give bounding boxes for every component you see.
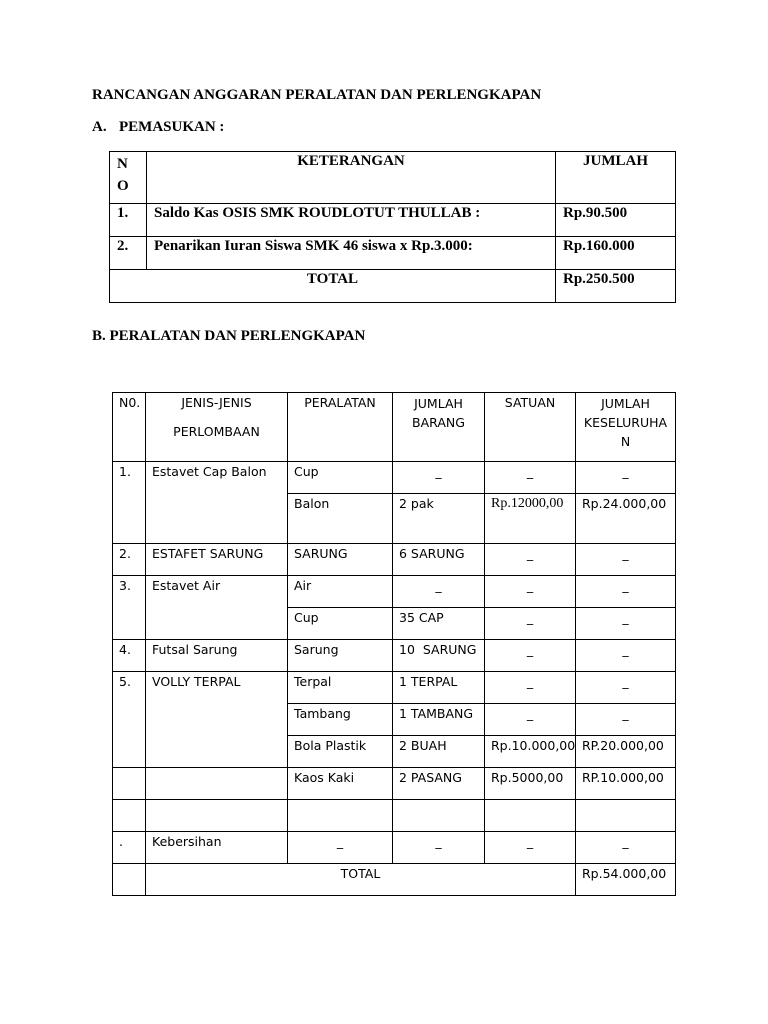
- header-jenis-line2: PERLOMBAAN: [173, 424, 260, 439]
- income-total-label: TOTAL: [110, 270, 556, 303]
- income-keterangan: Saldo Kas OSIS SMK ROUDLOTUT THULLAB :: [147, 204, 556, 237]
- row-satuan: _: [485, 608, 576, 640]
- income-header-no: N O: [110, 152, 147, 204]
- header-total-line2: KESELURUHA: [583, 415, 668, 430]
- header-no: N0.: [113, 393, 146, 462]
- equipment-total-row: [113, 864, 676, 896]
- row-total: Rp.24.000,00: [576, 494, 676, 544]
- row-total: _: [576, 576, 676, 608]
- income-header-jumlah: JUMLAH: [556, 152, 676, 204]
- row-no: .: [113, 832, 146, 864]
- row-satuan: _: [485, 462, 576, 494]
- row-no: 1.: [113, 462, 146, 544]
- row-no: [113, 800, 146, 832]
- row-jenis: Futsal Sarung: [146, 640, 288, 672]
- header-total-line1: JUMLAH: [601, 396, 650, 411]
- row-total: [576, 800, 676, 832]
- row-jumlah: 2 PASANG: [393, 768, 485, 800]
- row-peralatan: Cup: [288, 608, 393, 640]
- income-row: [110, 237, 676, 270]
- row-satuan: _: [485, 832, 576, 864]
- row-jumlah: 1 TAMBANG: [393, 704, 485, 736]
- row-satuan: _: [485, 576, 576, 608]
- row-peralatan: Terpal: [288, 672, 393, 704]
- row-jenis: [146, 768, 288, 800]
- income-no: 1.: [110, 204, 147, 237]
- header-total-line3: N: [620, 434, 631, 449]
- row-no: [113, 768, 146, 800]
- row-peralatan: Bola Plastik: [288, 736, 393, 768]
- table-row: [113, 672, 676, 704]
- income-no: 2.: [110, 237, 147, 270]
- row-peralatan: SARUNG: [288, 544, 393, 576]
- row-jenis: Estavet Air: [146, 576, 288, 640]
- income-jumlah: Rp.160.000: [556, 237, 676, 270]
- row-satuan: _: [485, 640, 576, 672]
- header-jenis-line1: JENIS-JENIS: [181, 395, 252, 410]
- equipment-total-label: TOTAL: [146, 864, 576, 896]
- header-satuan: SATUAN: [485, 393, 576, 462]
- row-total: _: [576, 608, 676, 640]
- income-row: [110, 204, 676, 237]
- row-peralatan: [288, 800, 393, 832]
- row-jumlah: 1 TERPAL: [393, 672, 485, 704]
- income-table-header: [110, 152, 676, 204]
- row-jumlah: 2 pak: [393, 494, 485, 544]
- table-row-empty: [113, 800, 676, 832]
- table-row: [113, 768, 676, 800]
- row-jumlah: [393, 800, 485, 832]
- row-satuan: _: [485, 704, 576, 736]
- row-satuan: Rp.12000,00: [485, 494, 576, 544]
- income-table: [109, 151, 676, 303]
- income-total-row: [110, 270, 676, 303]
- row-satuan: _: [485, 544, 576, 576]
- table-row: [113, 544, 676, 576]
- row-no: 3.: [113, 576, 146, 640]
- section-a-heading: [92, 119, 224, 136]
- table-row: [113, 576, 676, 608]
- table-row: [113, 462, 676, 494]
- row-jenis: VOLLY TERPAL: [146, 672, 288, 768]
- row-peralatan: Sarung: [288, 640, 393, 672]
- row-total: _: [576, 640, 676, 672]
- row-jenis: [146, 800, 288, 832]
- income-header-keterangan: KETERANGAN: [147, 152, 556, 204]
- row-jumlah: 6 SARUNG: [393, 544, 485, 576]
- row-jumlah: _: [393, 832, 485, 864]
- row-peralatan: Air: [288, 576, 393, 608]
- row-total: _: [576, 672, 676, 704]
- row-satuan: _: [485, 672, 576, 704]
- header-jumlah-barang-line1: JUMLAH: [414, 396, 463, 411]
- row-total: _: [576, 544, 676, 576]
- header-jumlah-barang: [393, 393, 485, 462]
- row-no: 2.: [113, 544, 146, 576]
- total-empty-cell: [113, 864, 146, 896]
- row-satuan: [485, 800, 576, 832]
- row-satuan: Rp.5000,00: [485, 768, 576, 800]
- row-jenis: Kebersihan: [146, 832, 288, 864]
- row-peralatan: Tambang: [288, 704, 393, 736]
- section-a-letter: A.: [92, 119, 107, 135]
- section-b-heading: B. PERALATAN DAN PERLENGKAPAN: [92, 328, 366, 344]
- row-satuan: Rp.10.000,00: [485, 736, 576, 768]
- row-jumlah: _: [393, 576, 485, 608]
- row-jenis: ESTAFET SARUNG: [146, 544, 288, 576]
- row-no: 4.: [113, 640, 146, 672]
- row-total: _: [576, 704, 676, 736]
- row-peralatan: Cup: [288, 462, 393, 494]
- income-jumlah: Rp.90.500: [556, 204, 676, 237]
- row-jumlah: 10 SARUNG: [393, 640, 485, 672]
- header-jumlah-barang-line2: BARANG: [412, 415, 465, 430]
- row-jumlah: 35 CAP: [393, 608, 485, 640]
- equipment-table-header: [113, 393, 676, 462]
- row-total: RP.20.000,00: [576, 736, 676, 768]
- income-total-value: Rp.250.500: [556, 270, 676, 303]
- income-keterangan: Penarikan Iuran Siswa SMK 46 siswa x Rp.3.000:: [147, 237, 556, 270]
- document-title: RANCANGAN ANGGARAN PERALATAN DAN PERLENGKAPAN: [92, 87, 542, 103]
- equipment-table: [112, 392, 676, 896]
- row-total: RP.10.000,00: [576, 768, 676, 800]
- row-total: _: [576, 832, 676, 864]
- header-jumlah-keseluruhan: [576, 393, 676, 462]
- row-total: _: [576, 462, 676, 494]
- table-row: [113, 832, 676, 864]
- row-jumlah: _: [393, 462, 485, 494]
- header-peralatan: PERALATAN: [288, 393, 393, 462]
- row-peralatan: Kaos Kaki: [288, 768, 393, 800]
- row-peralatan: Balon: [288, 494, 393, 544]
- row-peralatan: _: [288, 832, 393, 864]
- section-a-title: PEMASUKAN :: [119, 119, 225, 135]
- equipment-total-value: Rp.54.000,00: [576, 864, 676, 896]
- row-jenis: Estavet Cap Balon: [146, 462, 288, 544]
- row-no: 5.: [113, 672, 146, 768]
- table-row: [113, 640, 676, 672]
- header-jenis-perlombaan: [146, 393, 288, 462]
- row-jumlah: 2 BUAH: [393, 736, 485, 768]
